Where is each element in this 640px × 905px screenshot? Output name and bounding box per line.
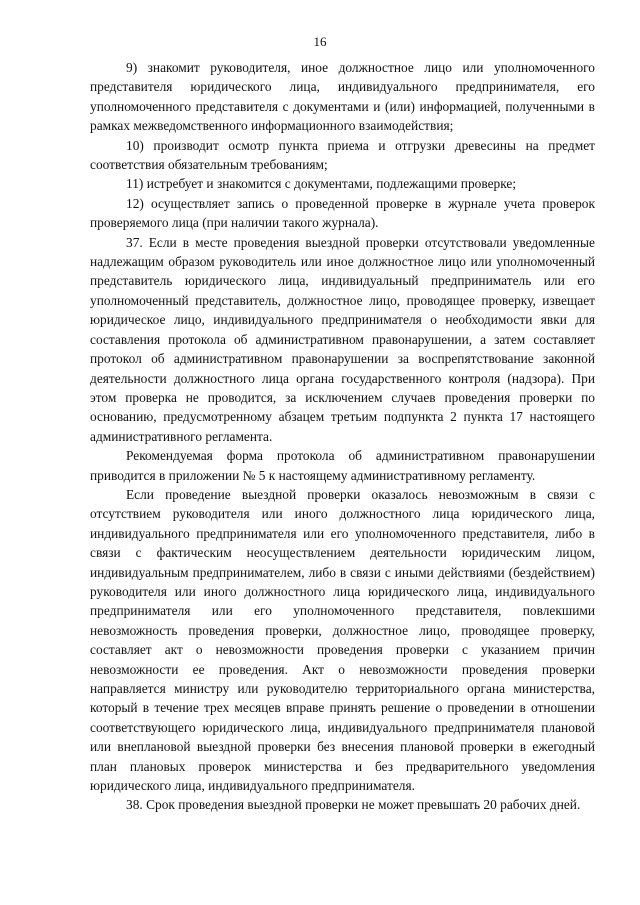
paragraph-item-12: 12) осуществляет запись о проведенной проверке в журнале учета проверок проверяемого лица (при наличии такого журнала). xyxy=(90,195,595,231)
paragraph-clause-38: 38. Срок проведения выездной проверки не может превышать 20 рабочих дней. xyxy=(126,797,581,813)
document-body xyxy=(90,58,595,815)
paragraph-item-10: 10) производит осмотр пункта приема и отгрузки древесины на предмет соответствия обязательным требованиям; xyxy=(90,137,595,173)
paragraph-item-11: 11) истребует и знакомится с документами, подлежащими проверке; xyxy=(126,176,517,192)
paragraph-protocol-form: Рекомендуемая форма протокола об административном правонарушении приводится в приложении № 5 к настоящему административному регламенту. xyxy=(90,448,595,483)
paragraph-item-9: 9) знакомит руководителя, иное должностное лицо или уполномоченного представителя юридического лица, индивидуального предпринимателя, его уполномоченного представителя с документами и (или) информацией, полученными в рамках межведомственного информационного взаимодействия; xyxy=(90,60,595,134)
paragraph-clause-37: 37. Если в месте проведения выездной проверки отсутствовали уведомленные надлежащим образом руководитель или иное должностное лицо или уполномоченный представитель юридического лица, индивидуальный предприниматель или его уполномоченный представитель, должностное лицо, проводящее проверку, извещает юридическое лицо, индивидуального предпринимателя о необходимости явки для составления протокола об административном правонарушении, а затем составляет протокол об административном правонарушении за воспрепятствование законной деятельности должностного лица органа государственного контроля (надзора). При этом проверка не проводится, за исключением случаев проведения проверки по основанию, предусмотренному абзацем третьим подпункта 2 пункта 17 настоящего административного регламента. xyxy=(90,234,595,444)
page-number: 16 xyxy=(313,34,327,49)
paragraph-impossibility-act: Если проведение выездной проверки оказалось невозможным в связи с отсутствием руководителя или иного должностного лица юридического лица, индивидуального предпринимателя или его уполномоченного представителя, либо в связи с фактическим неосуществлением деятельности юридическим лицом, индивидуальным предпринимателем, либо в связи с иными действиями (бездействием) руководителя или иного должностного лица юридического лица, индивидуального предпринимателя или его уполномоченного представителя, повлекшими невозможность проведения проверки, должностное лицо, проводящее проверку, составляет акт о невозможности проведения проверки с указанием причин невозможности ее проведения. Акт о невозможности проведения проверки направляется министру или руководителю территориального органа министерства, который в течение трех месяцев вправе принять решение о проведении в отношении соответствующего юридического лица, индивидуального предпринимателя плановой или внеплановой выездной проверки без внесения плановой проверки в ежегодный план плановых проверок министерства и без предварительного уведомления юридического лица, индивидуального предпринимателя. xyxy=(90,486,595,794)
